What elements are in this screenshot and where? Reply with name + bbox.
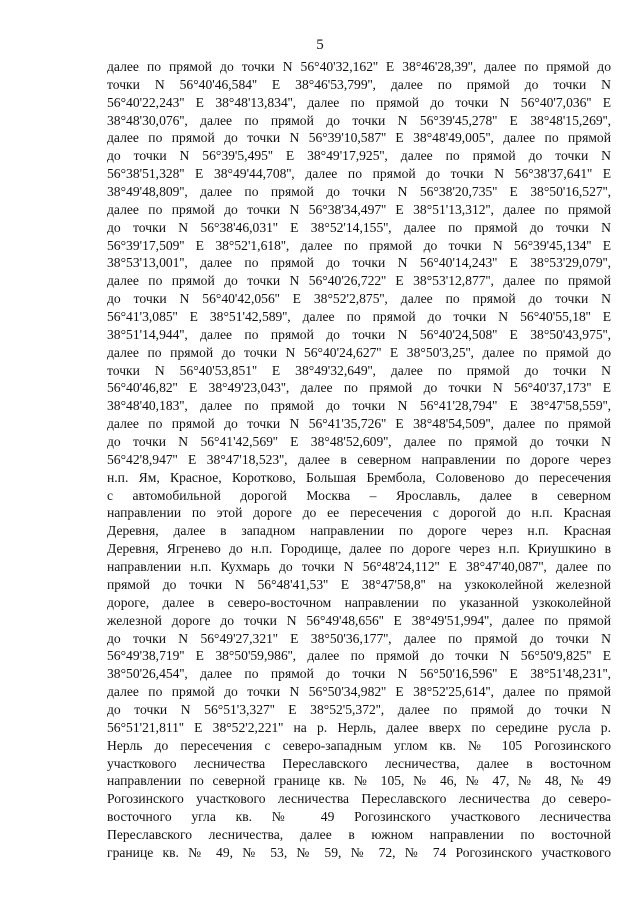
- text-line: 38°53'13,001'', далее по прямой до точки N 56°40'14,243'' E 38°53'29,079'',: [107, 255, 611, 271]
- text-line: 56°38'51,328'' E 38°49'44,708'', далее по прямой до точки N 56°38'37,641'' E: [107, 166, 611, 182]
- text-line: 56°51'21,811'' E 38°52'2,221'' на р. Нерль, далее вверх по середине русла р.: [107, 719, 611, 735]
- text-line: Деревня, Ягренево до н.п. Городище, далее по дороге через н.п. Криушкино в: [107, 541, 611, 557]
- text-line: 56°40'22,243'' E 38°48'13,834'', далее по прямой до точки N 56°40'7,036'' E: [107, 94, 611, 110]
- text-line: с автомобильной дорогой Москва – Ярославль, далее в северном: [107, 487, 611, 503]
- text-line: 38°51'14,944'', далее по прямой до точки N 56°40'24,508'' E 38°50'43,975'',: [107, 326, 611, 342]
- text-line: далее по прямой до точки N 56°38'34,497'' E 38°51'13,312'', далее по прямой: [107, 201, 611, 217]
- text-line: направлении по северной границе кв. № 105, № 46, № 47, № 48, № 49: [107, 773, 611, 789]
- text-line: далее по прямой до точки N 56°40'26,722'' E 38°53'12,877'', далее по прямой: [107, 273, 611, 289]
- text-line: до точки N 56°39'5,495'' E 38°49'17,925'', далее по прямой до точки N: [107, 148, 611, 164]
- text-line: Нерль до пересечения с северо-западным углом кв. № 105 Рогозинского: [107, 737, 611, 753]
- text-line: восточного угла кв. № 49 Рогозинского участкового лесничества: [107, 809, 611, 825]
- page-number: 5: [316, 37, 324, 53]
- text-line: далее по прямой до точки N 56°40'32,162'' E 38°46'28,39'', далее по прямой до: [107, 59, 611, 74]
- text-line: границе кв. № 49, № 53, № 59, № 72, № 74 Рогозинского участкового: [107, 844, 611, 860]
- text-line: Переславского лесничества, далее в южном направлении по восточной: [107, 826, 611, 842]
- text-line: до точки N 56°41'42,569'' E 38°48'52,609'', далее по прямой до точки N: [107, 434, 611, 450]
- text-line: направлении н.п. Кухмарь до точки N 56°48'24,112'' E 38°47'40,087'', далее по: [107, 559, 611, 575]
- text-line: 38°50'26,454'', далее по прямой до точки N 56°50'16,596'' E 38°51'48,231'',: [107, 666, 611, 682]
- text-line: 56°41'3,085'' E 38°51'42,589'', далее по прямой до точки N 56°40'55,18'' E: [107, 309, 611, 325]
- text-line: до точки N 56°38'46,031'' E 38°52'14,155'', далее по прямой до точки N: [107, 219, 611, 235]
- text-line: 56°39'17,509'' E 38°52'1,618'', далее по прямой до точки N 56°39'45,134'' E: [107, 237, 611, 253]
- text-line: до точки N 56°51'3,327'' E 38°52'5,372'', далее по прямой до точки N: [107, 701, 611, 717]
- text-line: до точки N 56°40'42,056'' E 38°52'2,875'', далее по прямой до точки N: [107, 291, 611, 307]
- text-line: далее по прямой до точки N 56°41'35,726'' E 38°48'54,509'', далее по прямой: [107, 416, 611, 432]
- text-line: направлении по этой дороге до ее пересечения с дорогой до н.п. Красная: [107, 505, 611, 521]
- text-line: 56°42'8,947'' E 38°47'18,523'', далее в северном направлении по дороге через: [107, 451, 611, 467]
- text-line: н.п. Ям, Красное, Коротково, Большая Брембола, Соловеново до пересечения: [107, 469, 611, 485]
- text-line: 38°48'40,183'', далее по прямой до точки N 56°41'28,794'' E 38°47'58,559'',: [107, 398, 611, 414]
- text-line: до точки N 56°49'27,321'' E 38°50'36,177'', далее по прямой до точки N: [107, 630, 611, 646]
- text-line: дороге, далее в северо-восточном направлении по указанной узкоколейной: [107, 594, 611, 610]
- text-line: прямой до точки N 56°48'41,53'' E 38°47'58,8'' на узкоколейной железной: [107, 576, 611, 592]
- text-line: 56°40'46,82'' E 38°49'23,043'', далее по прямой до точки N 56°40'37,173'' E: [107, 380, 611, 396]
- text-line: 56°49'38,719'' E 38°50'59,986'', далее по прямой до точки N 56°50'9,825'' E: [107, 648, 611, 664]
- text-line: железной дороге до точки N 56°49'48,656'' E 38°49'51,994'', далее по прямой: [107, 612, 611, 628]
- text-line: Рогозинского участкового лесничества Переславского лесничества до северо-: [107, 791, 611, 807]
- text-line: точки N 56°40'46,584'' E 38°46'53,799'', далее по прямой до точки N: [107, 76, 611, 92]
- text-line: точки N 56°40'53,851'' E 38°49'32,649'', далее по прямой до точки N: [107, 362, 611, 378]
- text-line: далее по прямой до точки N 56°40'24,627'' E 38°50'3,25'', далее по прямой до: [107, 344, 611, 360]
- text-line: далее по прямой до точки N 56°50'34,982'' E 38°52'25,614'', далее по прямой: [107, 684, 611, 700]
- text-line: участкового лесничества Переславского лесничества, далее в восточном: [107, 755, 611, 771]
- text-line: Деревня, далее в западном направлении по дороге через н.п. Красная: [107, 523, 611, 539]
- body-text: [107, 58, 611, 862]
- text-line: 38°48'30,076'', далее по прямой до точки N 56°39'45,278'' E 38°48'15,269'',: [107, 112, 611, 128]
- text-line: далее по прямой до точки N 56°39'10,587'' E 38°48'49,005'', далее по прямой: [107, 130, 611, 146]
- text-line: 38°49'48,809'', далее по прямой до точки N 56°38'20,735'' E 38°50'16,527'',: [107, 184, 611, 200]
